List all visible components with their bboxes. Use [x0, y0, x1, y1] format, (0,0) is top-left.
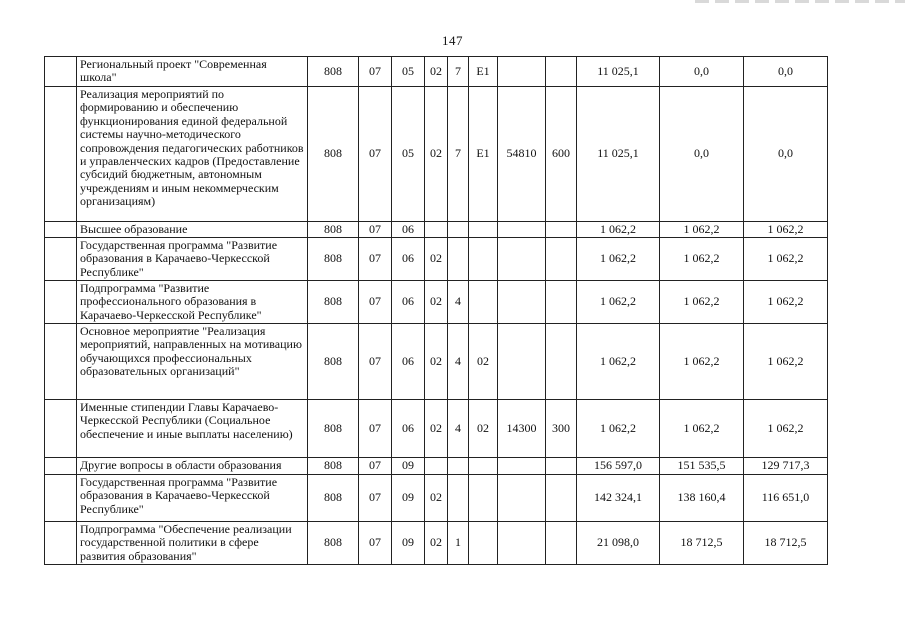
- row-margin-cell: [45, 522, 77, 565]
- code-subprogram-cell: [448, 475, 469, 522]
- code-direction-cell: [498, 475, 546, 522]
- code-measure-cell: [469, 281, 498, 324]
- code-vedomstvo-cell: 808: [308, 400, 359, 458]
- code-podrazdel-cell: 06: [392, 324, 425, 400]
- row-name-cell: Государственная программа "Развитие образования в Карачаево-Черкесской Республике": [77, 238, 308, 281]
- budget-table-body: [45, 57, 828, 565]
- code-direction-cell: [498, 238, 546, 281]
- amount-year3-cell: 116 651,0: [744, 475, 828, 522]
- code-razdel-cell: 07: [359, 238, 392, 281]
- code-razdel-cell: 07: [359, 522, 392, 565]
- amount-year2-cell: 1 062,2: [660, 281, 744, 324]
- code-expense-type-cell: 300: [546, 400, 577, 458]
- table-row: [45, 522, 828, 565]
- amount-year3-cell: 1 062,2: [744, 324, 828, 400]
- code-razdel-cell: 07: [359, 281, 392, 324]
- code-razdel-cell: 07: [359, 475, 392, 522]
- amount-year3-cell: 1 062,2: [744, 238, 828, 281]
- code-expense-type-cell: [546, 281, 577, 324]
- code-direction-cell: [498, 57, 546, 87]
- code-expense-type-cell: 600: [546, 87, 577, 222]
- table-row: [45, 57, 828, 87]
- row-name-cell: Подпрограмма "Развитие профессионального образования в Карачаево-Черкесской Республике": [77, 281, 308, 324]
- code-subprogram-cell: 1: [448, 522, 469, 565]
- code-measure-cell: [469, 522, 498, 565]
- code-podrazdel-cell: 09: [392, 475, 425, 522]
- code-podrazdel-cell: 06: [392, 281, 425, 324]
- code-measure-cell: [469, 238, 498, 281]
- code-subprogram-cell: 4: [448, 324, 469, 400]
- amount-year2-cell: 138 160,4: [660, 475, 744, 522]
- amount-year2-cell: 1 062,2: [660, 238, 744, 281]
- amount-year3-cell: 1 062,2: [744, 400, 828, 458]
- code-razdel-cell: 07: [359, 222, 392, 238]
- code-razdel-cell: 07: [359, 400, 392, 458]
- code-vedomstvo-cell: 808: [308, 324, 359, 400]
- code-measure-cell: [469, 458, 498, 475]
- code-vedomstvo-cell: 808: [308, 238, 359, 281]
- code-expense-type-cell: [546, 238, 577, 281]
- code-program-cell: 02: [425, 475, 448, 522]
- code-program-cell: 02: [425, 522, 448, 565]
- code-program-cell: 02: [425, 281, 448, 324]
- code-direction-cell: [498, 222, 546, 238]
- code-program-cell: 02: [425, 400, 448, 458]
- amount-year3-cell: 0,0: [744, 87, 828, 222]
- row-name-cell: Подпрограмма "Обеспечение реализации государственной политики в сфере развития образования": [77, 522, 308, 565]
- code-program-cell: 02: [425, 87, 448, 222]
- code-expense-type-cell: [546, 522, 577, 565]
- row-margin-cell: [45, 87, 77, 222]
- code-subprogram-cell: 4: [448, 400, 469, 458]
- code-direction-cell: [498, 458, 546, 475]
- code-podrazdel-cell: 05: [392, 57, 425, 87]
- amount-year1-cell: 1 062,2: [577, 281, 660, 324]
- code-expense-type-cell: [546, 222, 577, 238]
- code-program-cell: [425, 222, 448, 238]
- code-measure-cell: 02: [469, 400, 498, 458]
- row-margin-cell: [45, 238, 77, 281]
- code-vedomstvo-cell: 808: [308, 281, 359, 324]
- row-name-cell: Реализация мероприятий по формированию и обеспечению функционирования единой федеральной системы научно-методического сопровождения педагогических работников и управленческих кадров (Предоставление субсидий бюджетным, автономным учреждениям и иным некоммерческим организациям): [77, 87, 308, 222]
- code-podrazdel-cell: 06: [392, 238, 425, 281]
- amount-year2-cell: 1 062,2: [660, 222, 744, 238]
- code-subprogram-cell: 7: [448, 57, 469, 87]
- code-podrazdel-cell: 06: [392, 222, 425, 238]
- amount-year1-cell: 156 597,0: [577, 458, 660, 475]
- table-row: [45, 281, 828, 324]
- code-direction-cell: 54810: [498, 87, 546, 222]
- code-subprogram-cell: [448, 222, 469, 238]
- row-margin-cell: [45, 475, 77, 522]
- code-expense-type-cell: [546, 475, 577, 522]
- amount-year3-cell: 18 712,5: [744, 522, 828, 565]
- row-name-cell: Высшее образование: [77, 222, 308, 238]
- page-number: 147: [442, 33, 463, 48]
- amount-year3-cell: 0,0: [744, 57, 828, 87]
- amount-year3-cell: 129 717,3: [744, 458, 828, 475]
- table-row: [45, 238, 828, 281]
- amount-year2-cell: 0,0: [660, 87, 744, 222]
- amount-year1-cell: 142 324,1: [577, 475, 660, 522]
- amount-year1-cell: 11 025,1: [577, 57, 660, 87]
- amount-year2-cell: 151 535,5: [660, 458, 744, 475]
- code-program-cell: 02: [425, 238, 448, 281]
- code-measure-cell: E1: [469, 57, 498, 87]
- row-name-cell: Региональный проект "Современная школа": [77, 57, 308, 87]
- code-podrazdel-cell: 06: [392, 400, 425, 458]
- budget-table: [44, 56, 828, 565]
- code-direction-cell: [498, 522, 546, 565]
- amount-year1-cell: 1 062,2: [577, 400, 660, 458]
- row-margin-cell: [45, 57, 77, 87]
- code-vedomstvo-cell: 808: [308, 475, 359, 522]
- code-measure-cell: E1: [469, 87, 498, 222]
- amount-year3-cell: 1 062,2: [744, 281, 828, 324]
- amount-year1-cell: 1 062,2: [577, 324, 660, 400]
- row-name-cell: Основное мероприятие "Реализация мероприятий, направленных на мотивацию обучающихся профессиональных образовательных организаций": [77, 324, 308, 400]
- table-row: [45, 458, 828, 475]
- table-row: [45, 222, 828, 238]
- code-vedomstvo-cell: 808: [308, 87, 359, 222]
- amount-year2-cell: 1 062,2: [660, 324, 744, 400]
- code-measure-cell: 02: [469, 324, 498, 400]
- code-vedomstvo-cell: 808: [308, 222, 359, 238]
- code-expense-type-cell: [546, 57, 577, 87]
- table-row: [45, 400, 828, 458]
- code-podrazdel-cell: 09: [392, 458, 425, 475]
- row-margin-cell: [45, 222, 77, 238]
- row-name-cell: Именные стипендии Главы Карачаево-Черкесской Республики (Социальное обеспечение и иные выплаты населению): [77, 400, 308, 458]
- amount-year1-cell: 11 025,1: [577, 87, 660, 222]
- code-subprogram-cell: 4: [448, 281, 469, 324]
- amount-year1-cell: 1 062,2: [577, 222, 660, 238]
- table-row: [45, 324, 828, 400]
- code-vedomstvo-cell: 808: [308, 522, 359, 565]
- table-row: [45, 475, 828, 522]
- code-program-cell: [425, 458, 448, 475]
- code-program-cell: 02: [425, 57, 448, 87]
- code-expense-type-cell: [546, 458, 577, 475]
- code-direction-cell: 14300: [498, 400, 546, 458]
- code-direction-cell: [498, 281, 546, 324]
- code-razdel-cell: 07: [359, 458, 392, 475]
- code-expense-type-cell: [546, 324, 577, 400]
- code-vedomstvo-cell: 808: [308, 57, 359, 87]
- code-subprogram-cell: 7: [448, 87, 469, 222]
- row-name-cell: Государственная программа "Развитие образования в Карачаево-Черкесской Республике": [77, 475, 308, 522]
- code-direction-cell: [498, 324, 546, 400]
- row-margin-cell: [45, 400, 77, 458]
- table-row: [45, 87, 828, 222]
- row-margin-cell: [45, 281, 77, 324]
- amount-year2-cell: 18 712,5: [660, 522, 744, 565]
- code-podrazdel-cell: 05: [392, 87, 425, 222]
- code-razdel-cell: 07: [359, 57, 392, 87]
- code-razdel-cell: 07: [359, 324, 392, 400]
- code-razdel-cell: 07: [359, 87, 392, 222]
- amount-year3-cell: 1 062,2: [744, 222, 828, 238]
- code-measure-cell: [469, 222, 498, 238]
- row-margin-cell: [45, 324, 77, 400]
- row-margin-cell: [45, 458, 77, 475]
- code-subprogram-cell: [448, 458, 469, 475]
- code-subprogram-cell: [448, 238, 469, 281]
- amount-year2-cell: 1 062,2: [660, 400, 744, 458]
- scan-artifact: [695, 0, 905, 3]
- amount-year2-cell: 0,0: [660, 57, 744, 87]
- row-name-cell: Другие вопросы в области образования: [77, 458, 308, 475]
- amount-year1-cell: 21 098,0: [577, 522, 660, 565]
- code-podrazdel-cell: 09: [392, 522, 425, 565]
- code-vedomstvo-cell: 808: [308, 458, 359, 475]
- code-program-cell: 02: [425, 324, 448, 400]
- code-measure-cell: [469, 475, 498, 522]
- amount-year1-cell: 1 062,2: [577, 238, 660, 281]
